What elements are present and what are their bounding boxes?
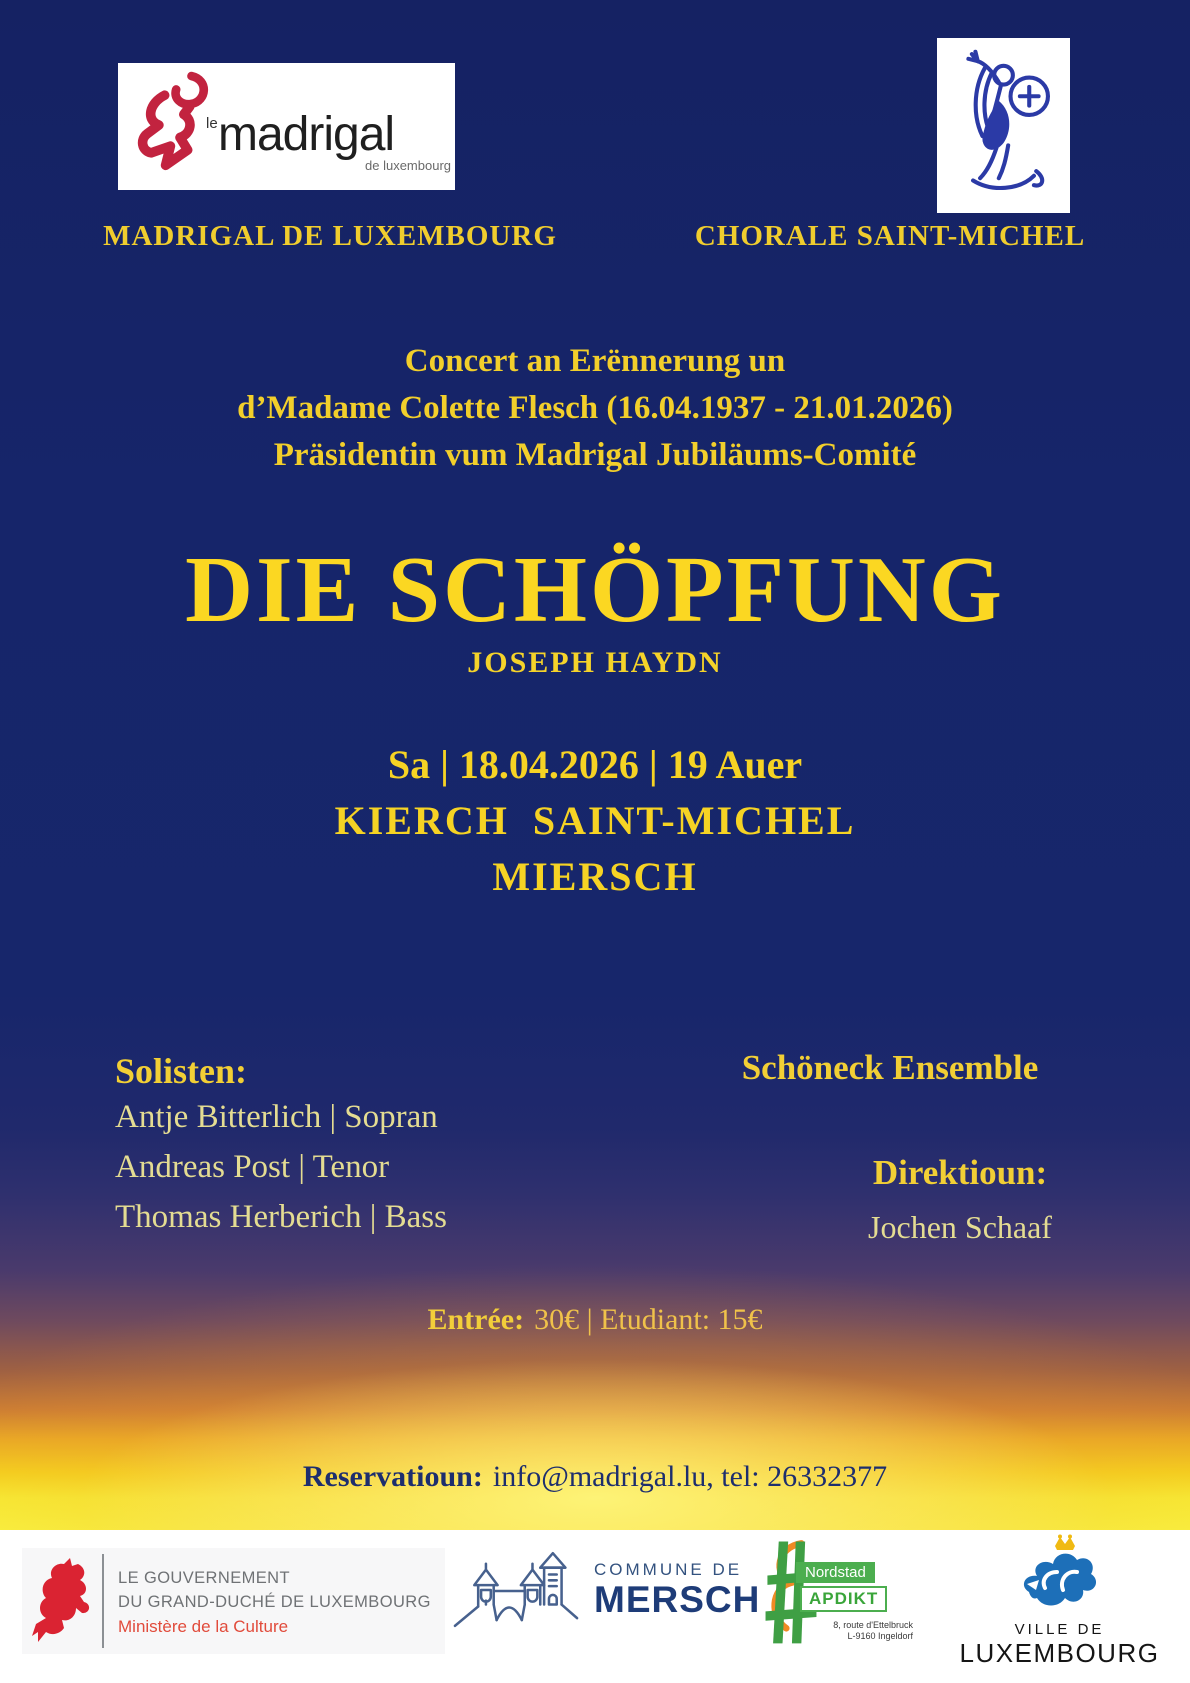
madrigal-logo (118, 63, 455, 190)
soloists-section (115, 1050, 447, 1242)
event-title: DIE SCHÖPFUNG (185, 538, 1005, 642)
apdikt-address-line-2: L-9160 Ingeldorf (847, 1631, 913, 1641)
memorial-line-2: d’Madame Colette Flesch (16.04.1937 - 21.01.2026) (237, 390, 953, 426)
pricing-values: 30€ | Etudiant: 15€ (534, 1303, 763, 1336)
madrigal-logo-name: madrigal (218, 108, 395, 161)
ensemble-name: Schöneck Ensemble (741, 1048, 1039, 1087)
pricing-line (0, 1303, 1190, 1337)
soloist-sopran: Antje Bitterlich | Sopran (115, 1099, 438, 1135)
sponsor-footer (0, 1530, 1190, 1683)
mersch-logo (452, 1548, 760, 1632)
soloist-bass: Thomas Herberich | Bass (115, 1199, 447, 1235)
reservation-contact: info@madrigal.lu, tel: 26332377 (492, 1460, 888, 1493)
gov-line-2: DU GRAND-DUCHÉ DE LUXEMBOURG (118, 1592, 431, 1611)
org-name-chorale: CHORALE SAINT-MICHEL (694, 220, 1086, 252)
memorial-note (0, 338, 1190, 479)
pricing-label: Entrée: (427, 1303, 525, 1336)
mersch-line-2: MERSCH (594, 1579, 761, 1620)
reservation-label: Reservatioun: (302, 1460, 483, 1493)
apdikt-logo (758, 1536, 918, 1676)
direction-heading: Direktioun: (872, 1153, 1048, 1192)
gov-logo (22, 1548, 445, 1654)
vdl-line-2: LUXEMBOURG (959, 1638, 1160, 1668)
madrigal-logo-le: le (206, 115, 218, 132)
composer-name: JOSEPH HAYDN (467, 646, 723, 679)
org-name-madrigal: MADRIGAL DE LUXEMBOURG (103, 220, 557, 252)
event-city: MIERSCH (492, 854, 698, 899)
gov-logo-text (118, 1566, 431, 1637)
vdl-lion-icon (1014, 1534, 1106, 1620)
soloists-heading: Solisten: (115, 1051, 248, 1091)
event-details (0, 737, 1190, 905)
saint-michel-emblem (937, 38, 1070, 213)
mersch-logo-text (594, 1560, 760, 1620)
memorial-line-3: Präsidentin vum Madrigal Jubiläums-Comité (273, 437, 917, 473)
apdikt-banner: Nordstad (796, 1562, 875, 1583)
gov-line-1: LE GOUVERNEMENT (118, 1568, 290, 1587)
apdikt-address (808, 1620, 913, 1642)
apdikt-address-line-1: 8, route d'Ettelbruck (833, 1620, 913, 1630)
apdikt-name: APDIKT (800, 1586, 887, 1612)
mersch-line-1: COMMUNE DE (594, 1560, 743, 1579)
vdl-line-1: VILLE DE (1014, 1621, 1105, 1638)
saint-michel-emblem-icon (945, 46, 1062, 205)
gov-logo-divider (102, 1554, 104, 1648)
event-datetime: Sa | 18.04.2026 | 19 Auer (387, 742, 803, 787)
memorial-line-1: Concert an Erënnerung un (404, 343, 786, 379)
madrigal-logo-sub: de luxembourg (365, 158, 451, 173)
vdl-logo (952, 1534, 1167, 1668)
event-venue: KIERCH SAINT-MICHEL (334, 798, 856, 843)
gov-ministry: Ministère de la Culture (118, 1616, 289, 1636)
direction-section (780, 1153, 1140, 1246)
reservation-line (0, 1460, 1190, 1494)
soloist-tenor: Andreas Post | Tenor (115, 1149, 390, 1185)
mersch-castle-icon (452, 1548, 580, 1632)
gov-lion-icon (30, 1555, 90, 1647)
conductor-name: Jochen Schaaf (868, 1209, 1052, 1245)
